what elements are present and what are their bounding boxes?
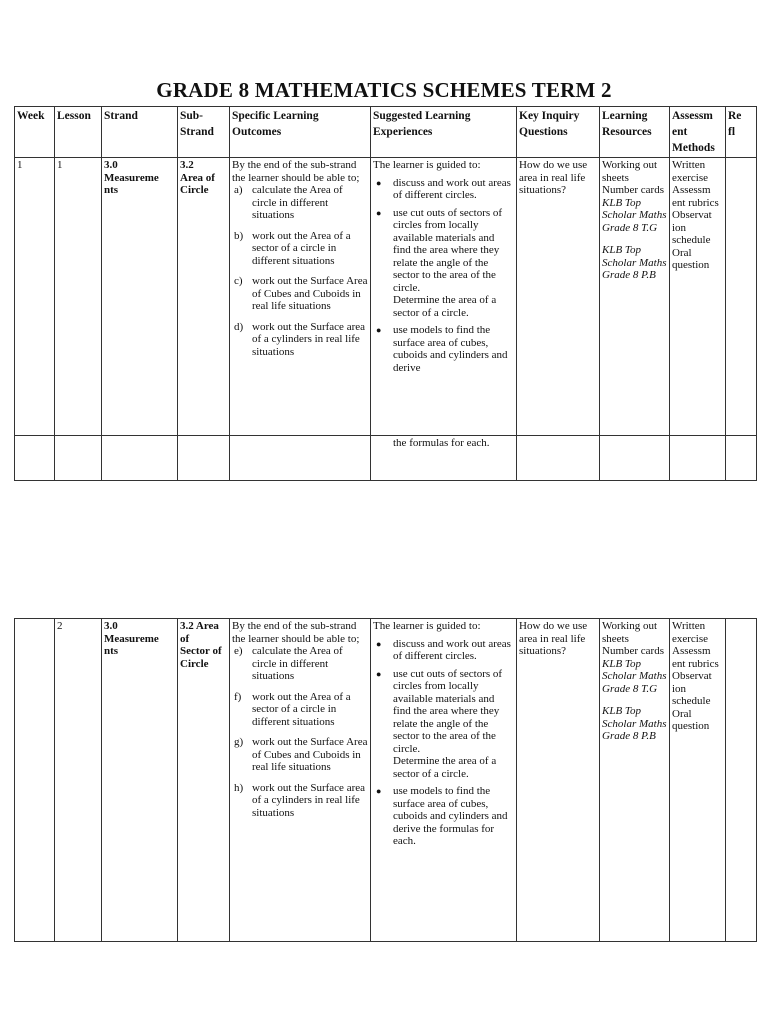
strand-cell: 3.0 Measureme nts: [102, 158, 178, 436]
experiences-cell: [371, 619, 517, 942]
week-cell: 1: [15, 158, 55, 436]
experiences-cell: [371, 158, 517, 436]
outcomes-cell: [230, 619, 371, 942]
table-row: [15, 158, 757, 436]
list-item: e) calculate the Area of circle in different situations: [234, 645, 343, 682]
experiences-intro: The learner is guided to:: [373, 620, 481, 632]
page-title: GRADE 8 MATHEMATICS SCHEMES TERM 2: [156, 78, 612, 102]
list-item: ● discuss and work out areas of different circles.: [376, 176, 511, 201]
bullet-icon: ●: [376, 786, 382, 796]
scheme-table-1: [14, 106, 757, 481]
bullet-icon: ●: [376, 207, 382, 218]
list-item: ● use models to find the surface area of cubes, cuboids and cylinders and derive: [376, 324, 508, 374]
bullet-icon: ●: [376, 177, 382, 188]
strand-cell: 3.0 Measureme nts: [102, 619, 178, 942]
bullet-icon: ●: [376, 325, 382, 335]
outcomes-list: [232, 184, 368, 358]
header-week: Week: [15, 107, 55, 158]
reflection-cell: [726, 619, 757, 942]
bullet-icon: ●: [376, 638, 382, 649]
experiences-list: [373, 177, 514, 375]
table-header-row: [15, 107, 757, 158]
experiences-continued: the formulas for each.: [371, 436, 517, 481]
list-item: h) work out the Surface area of a cylinders in real life situations: [234, 781, 366, 819]
list-item: f) work out the Area of a sector of a circle in different situations: [234, 690, 351, 728]
list-item: ● discuss and work out areas of different circles.: [376, 637, 511, 662]
experiences-intro: The learner is guided to:: [373, 159, 481, 171]
table-row: [15, 436, 757, 481]
key-inquiry-cell: How do we use area in real life situations?: [517, 158, 600, 436]
scheme-table-2: [14, 618, 757, 942]
header-learning-resources: Learning Resources: [600, 107, 670, 158]
header-lesson: Lesson: [55, 107, 102, 158]
header-strand: Strand: [102, 107, 178, 158]
assessment-cell: Written exercise Assessm ent rubrics Observat ion schedule Oral question: [670, 158, 726, 436]
experiences-list: [373, 638, 514, 848]
resources-cell: Working out sheets Number cards KLB Top Scholar Maths Grade 8 T.G KLB Top Scholar Maths Grade 8 P.B: [600, 158, 670, 436]
list-item: ● use cut outs of sectors of circles from locally available materials and find the area where they relate the angle of the sector to the area of the circle. Determine the area of a sector of a circle.: [376, 667, 503, 780]
assessment-cell: Written exercise Assessm ent rubrics Observat ion schedule Oral question: [670, 619, 726, 942]
list-item: ● use models to find the surface area of cubes, cuboids and cylinders and derive the formulas for each.: [376, 785, 508, 847]
list-item: b) work out the Area of a sector of a circle in different situations: [234, 229, 351, 267]
list-item: ● use cut outs of sectors of circles from locally available materials and find the area where they relate the angle of the sector to the area of the circle. Determine the area of a sector of a circle.: [376, 206, 503, 319]
header-assessment-methods: Assessm ent Methods: [670, 107, 726, 158]
header-suggested-learning-experiences: Suggested Learning Experiences: [371, 107, 517, 158]
table-row: [15, 619, 757, 942]
header-key-inquiry-questions: Key Inquiry Questions: [517, 107, 600, 158]
lesson-cell: 1: [55, 158, 102, 436]
lesson-cell: 2: [55, 619, 102, 942]
outcomes-intro: By the end of the sub-strand the learner should be able to;: [232, 159, 360, 184]
key-inquiry-cell: How do we use area in real life situations?: [517, 619, 600, 942]
header-reflection: Re fl: [726, 107, 757, 158]
reflection-cell: [726, 158, 757, 436]
list-item: a) calculate the Area of circle in different situations: [234, 184, 343, 221]
header-sub-strand: Sub- Strand: [178, 107, 230, 158]
sub-strand-cell: 3.2 Area of Circle: [178, 158, 230, 436]
list-item: g) work out the Surface Area of Cubes and Cuboids in real life situations: [234, 736, 368, 773]
resources-cell: Working out sheets Number cards KLB Top Scholar Maths Grade 8 T.G KLB Top Scholar Maths Grade 8 P.B: [600, 619, 670, 942]
week-cell: [15, 619, 55, 942]
bullet-icon: ●: [376, 668, 382, 679]
outcomes-cell: [230, 158, 371, 436]
outcomes-list: [232, 645, 368, 819]
sub-strand-cell: 3.2 Area of Sector of Circle: [178, 619, 230, 942]
list-item: c) work out the Surface Area of Cubes and Cuboids in real life situations: [234, 275, 368, 312]
outcomes-intro: By the end of the sub-strand the learner should be able to;: [232, 620, 360, 645]
list-item: d) work out the Surface area of a cylinders in real life situations: [234, 320, 366, 358]
header-specific-learning-outcomes: Specific Learning Outcomes: [230, 107, 371, 158]
